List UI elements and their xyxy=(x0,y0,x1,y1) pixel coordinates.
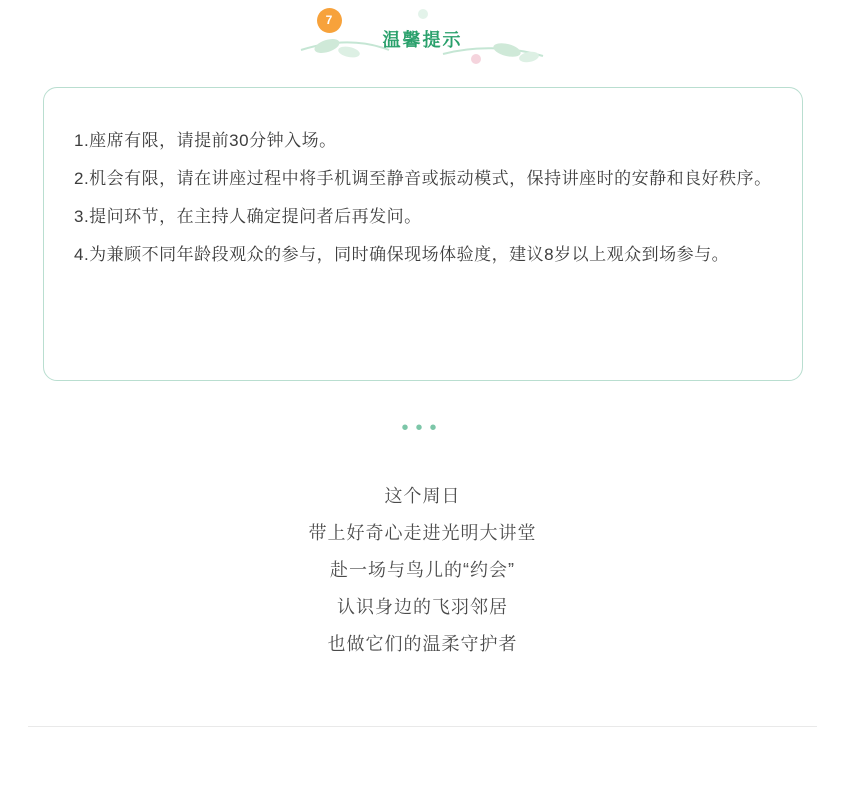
notice-item: 3.提问环节，在主持人确定提问者后再发问。 xyxy=(74,207,422,226)
poem-line: 认识身边的飞羽邻居 xyxy=(337,597,508,617)
section-header xyxy=(0,0,845,76)
poem-line: 这个周日 xyxy=(384,486,461,506)
notice-list xyxy=(74,122,772,274)
notice-item: 2.机会有限，请在讲座过程中将手机调至静音或振动模式，保持讲座时的安静和良好秩序。 xyxy=(74,169,772,188)
footer-divider xyxy=(28,726,817,727)
notice-item: 1.座席有限，请提前30分钟入场。 xyxy=(74,131,337,150)
closing-poem xyxy=(0,478,845,663)
section-number-badge: 7 xyxy=(317,8,342,33)
notice-item: 4.为兼顾不同年龄段观众的参与，同时确保现场体验度，建议8岁以上观众到场参与。 xyxy=(74,245,730,264)
poem-line: 带上好奇心走进光明大讲堂 xyxy=(308,523,537,543)
poem-line: 赴一场与鸟儿的“约会” xyxy=(330,560,515,580)
notice-card xyxy=(43,87,803,381)
poem-line: 也做它们的温柔守护者 xyxy=(327,634,518,654)
divider-dots: ••• xyxy=(401,417,444,439)
section-title: 温馨提示 xyxy=(382,30,463,50)
